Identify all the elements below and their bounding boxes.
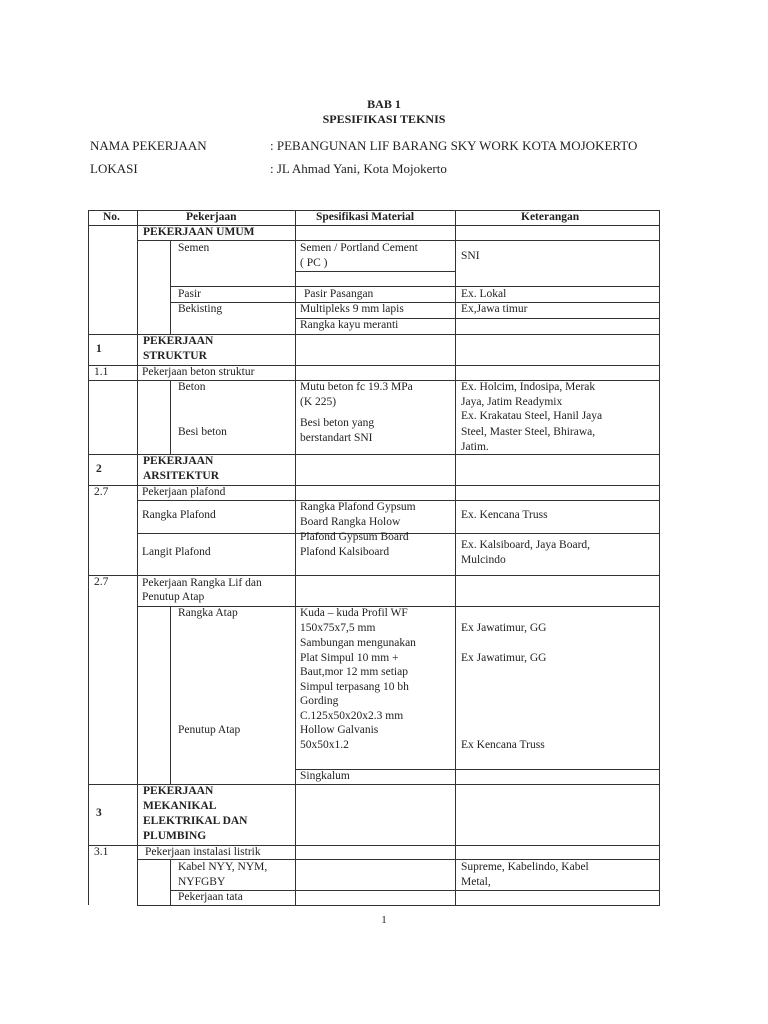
spec-rangka-atap-line5: Baut,mor 12 mm setiap: [300, 666, 408, 678]
section-title-mekanikal-line2: MEKANIKAL: [143, 800, 217, 812]
sub-no-1-1: 1.1: [94, 366, 109, 378]
ket-rangka-atap-1: Ex Jawatimur, GG: [461, 622, 547, 634]
section-title-struktur-line2: STRUKTUR: [143, 350, 207, 362]
item-semen: Semen: [178, 242, 210, 254]
ket-beton-line1: Ex. Holcim, Indosipa, Merak: [461, 381, 596, 393]
section-title-umum: PEKERJAAN UMUM: [143, 226, 255, 238]
spec-beton-line2: (K 225): [300, 396, 337, 408]
ket-rangka-atap-3: Ex Kencana Truss: [461, 739, 545, 751]
item-penutup-atap: Penutup Atap: [178, 724, 241, 736]
item-beton: Beton: [178, 381, 206, 393]
item-rangka-atap: Rangka Atap: [178, 607, 238, 619]
item-langit-plafond: Langit Plafond: [142, 546, 211, 558]
item-besi-beton: Besi beton: [178, 426, 227, 438]
ket-besi-line1: Ex. Krakatau Steel, Hanil Jaya: [461, 410, 603, 422]
section-title-arsitektur-line2: ARSITEKTUR: [143, 470, 220, 482]
ket-besi-line3: Jatim.: [461, 441, 489, 453]
sub-title-rangka-lif-line1: Pekerjaan Rangka Lif dan: [142, 577, 262, 589]
item-kabel-line2: NYFGBY: [178, 876, 226, 888]
spec-rangka-plafond-line1: Rangka Plafond Gypsum: [300, 501, 416, 513]
item-pasir: Pasir: [178, 288, 201, 300]
spec-rangka-atap-line4: Plat Simpul 10 mm +: [300, 652, 399, 664]
sub-no-2-7-a: 2.7: [94, 486, 109, 498]
ket-rangka-atap-2: Ex Jawatimur, GG: [461, 652, 547, 664]
spec-besi-line1: Besi beton yang: [300, 417, 375, 429]
section-no-arsitektur: 2: [96, 463, 102, 475]
spec-rangka-atap-line7: Gording: [300, 695, 339, 707]
ket-semen: SNI: [461, 250, 480, 262]
spec-singkalum: Singkalum: [300, 770, 350, 782]
section-title-arsitektur-line1: PEKERJAAN: [143, 455, 214, 467]
column-header-no: No.: [103, 211, 120, 223]
spec-langit-plafond-line1: Plafond Gypsum Board: [300, 531, 409, 543]
spec-rangka-atap-line2: 150x75x7,5 mm: [300, 622, 376, 634]
ket-rangka-plafond: Ex. Kencana Truss: [461, 509, 548, 521]
item-bekisting: Bekisting: [178, 303, 223, 315]
page-title: SPESIFIKASI TEKNIS: [322, 112, 446, 126]
column-header-pekerjaan: Pekerjaan: [186, 211, 237, 223]
spec-rangka-atap-line10: 50x50x1.2: [300, 739, 349, 751]
sub-no-3-1: 3.1: [94, 846, 109, 858]
lokasi-value: : JL Ahmad Yani, Kota Mojokerto: [270, 161, 447, 176]
nama-value: : PEBANGUNAN LIF BARANG SKY WORK KOTA MOJOKERTO: [270, 138, 638, 153]
spec-pasir: Pasir Pasangan: [304, 288, 374, 300]
spec-langit-plafond-line2: Plafond Kalsiboard: [300, 546, 390, 558]
spec-semen-line2: ( PC ): [300, 257, 328, 269]
spec-rangka-kayu: Rangka kayu meranti: [300, 319, 399, 331]
ket-bekisting: Ex,Jawa timur: [461, 303, 528, 315]
spec-beton-line1: Mutu beton fc 19.3 MPa: [300, 381, 413, 393]
sub-no-2-7-b: 2.7: [94, 576, 109, 588]
ket-kabel-line2: Metal,: [461, 876, 491, 888]
spec-rangka-atap-line8: C.125x50x20x2.3 mm: [300, 710, 404, 722]
spec-bekisting: Multipleks 9 mm lapis: [300, 303, 404, 315]
ket-langit-plafond-line2: Mulcindo: [461, 554, 506, 566]
column-header-spesifikasi: Spesifikasi Material: [316, 211, 415, 223]
section-no-struktur: 1: [96, 343, 102, 355]
section-title-struktur-line1: PEKERJAAN: [143, 335, 214, 347]
nama-label: NAMA PEKERJAAN: [90, 138, 207, 153]
spec-semen-line1: Semen / Portland Cement: [300, 242, 418, 254]
section-title-mekanikal-line1: PEKERJAAN: [143, 785, 214, 797]
section-title-mekanikal-line4: PLUMBING: [143, 830, 207, 842]
chapter-label: BAB 1: [367, 97, 401, 111]
section-no-mekanikal: 3: [96, 807, 102, 819]
spec-rangka-atap-line9: Hollow Galvanis: [300, 724, 379, 736]
sub-title-rangka-lif-line2: Penutup Atap: [142, 591, 205, 603]
ket-kabel-line1: Supreme, Kabelindo, Kabel: [461, 861, 589, 873]
spec-rangka-plafond-line2: Board Rangka Holow: [300, 516, 401, 528]
ket-pasir: Ex. Lokal: [461, 288, 507, 300]
spec-rangka-atap-line3: Sambungan mengunakan: [300, 637, 416, 649]
sub-title-beton-struktur: Pekerjaan beton struktur: [142, 366, 255, 378]
section-title-mekanikal-line3: ELEKTRIKAL DAN: [143, 815, 248, 827]
spec-rangka-atap-line6: Simpul terpasang 10 bh: [300, 681, 409, 693]
item-kabel-line1: Kabel NYY, NYM,: [178, 861, 268, 873]
ket-langit-plafond-line1: Ex. Kalsiboard, Jaya Board,: [461, 539, 591, 551]
sub-title-plafond: Pekerjaan plafond: [142, 486, 226, 498]
ket-besi-line2: Steel, Master Steel, Bhirawa,: [461, 426, 596, 438]
item-rangka-plafond: Rangka Plafond: [142, 509, 216, 521]
item-pekerjaan-tata: Pekerjaan tata: [178, 891, 243, 903]
lokasi-label: LOKASI: [90, 161, 138, 176]
spec-besi-line2: berstandart SNI: [300, 432, 373, 444]
sub-title-instalasi-listrik: Pekerjaan instalasi listrik: [145, 846, 261, 858]
spec-rangka-atap-line1: Kuda – kuda Profil WF: [300, 607, 408, 619]
ket-beton-line2: Jaya, Jatim Readymix: [461, 396, 563, 408]
column-header-keterangan: Keterangan: [521, 211, 580, 223]
page-number: 1: [381, 914, 387, 926]
